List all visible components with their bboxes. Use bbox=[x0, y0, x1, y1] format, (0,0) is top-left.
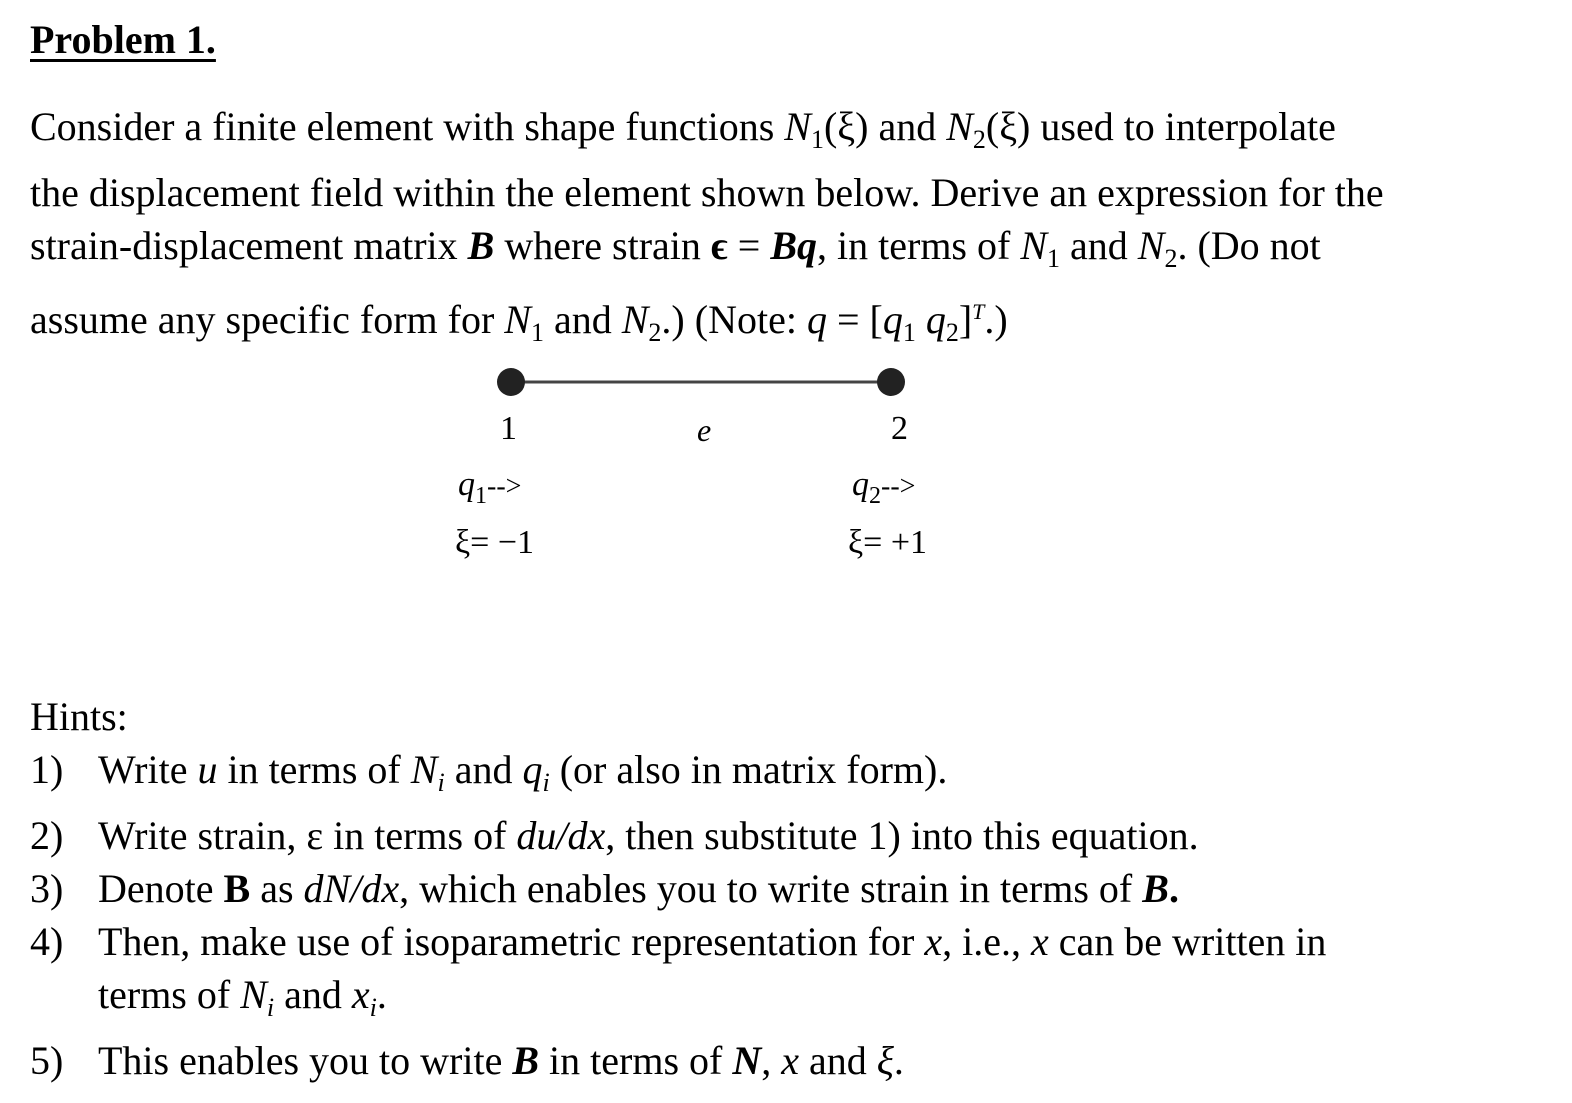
q1-label: $q_1-->$ bbox=[458, 466, 522, 509]
hints-section bbox=[30, 690, 1560, 1087]
node-2-dot bbox=[877, 368, 905, 396]
node-1-dot bbox=[497, 368, 525, 396]
statement-line-2: the displacement field within the element shown below. Derive an expression for the bbox=[30, 170, 1384, 215]
hint-1: 1) Write u in terms of $N_i$ and $q_i$ (or also in matrix form). bbox=[30, 747, 948, 797]
hints-heading: Hints: bbox=[30, 694, 128, 739]
element-label: e bbox=[697, 412, 712, 448]
xi-node-2: ξ= +1 bbox=[848, 524, 928, 561]
hint-2: 2) Write strain, ε in terms of du/dx, then substitute 1) into this equation. bbox=[30, 813, 1199, 858]
statement-line-1: Consider a finite element with shape functions $N_1(\xi)$ and $N_2(\xi)$ used to interpolate bbox=[30, 104, 1336, 154]
node-1-label: 1 bbox=[500, 410, 517, 447]
q2-label: $q_2-->$ bbox=[852, 466, 916, 509]
xi-node-1: ξ= −1 bbox=[455, 524, 535, 561]
hint-4: 4) Then, make use of isoparametric representation for x, i.e., x can be written in terms of $N_i$ and $x_i$. bbox=[30, 919, 1327, 1022]
problem-title: Problem 1. bbox=[30, 17, 216, 62]
hint-5: 5) This enables you to write B in terms of N, x and ξ. bbox=[30, 1038, 904, 1083]
problem-statement bbox=[30, 100, 1560, 359]
node-2-label: 2 bbox=[891, 410, 908, 447]
statement-line-3: strain-displacement matrix B where strain ϵ = Bq, in terms of $N_1$ and $N_2$. (Do not bbox=[30, 223, 1321, 273]
hint-3: 3) Denote B as dN/dx, which enables you to write strain in terms of B. bbox=[30, 866, 1179, 911]
statement-line-4: assume any specific form for $N_1$ and $N_2$.) (Note: $q = [q_1$ $q_2]^T$.) bbox=[30, 297, 1008, 347]
